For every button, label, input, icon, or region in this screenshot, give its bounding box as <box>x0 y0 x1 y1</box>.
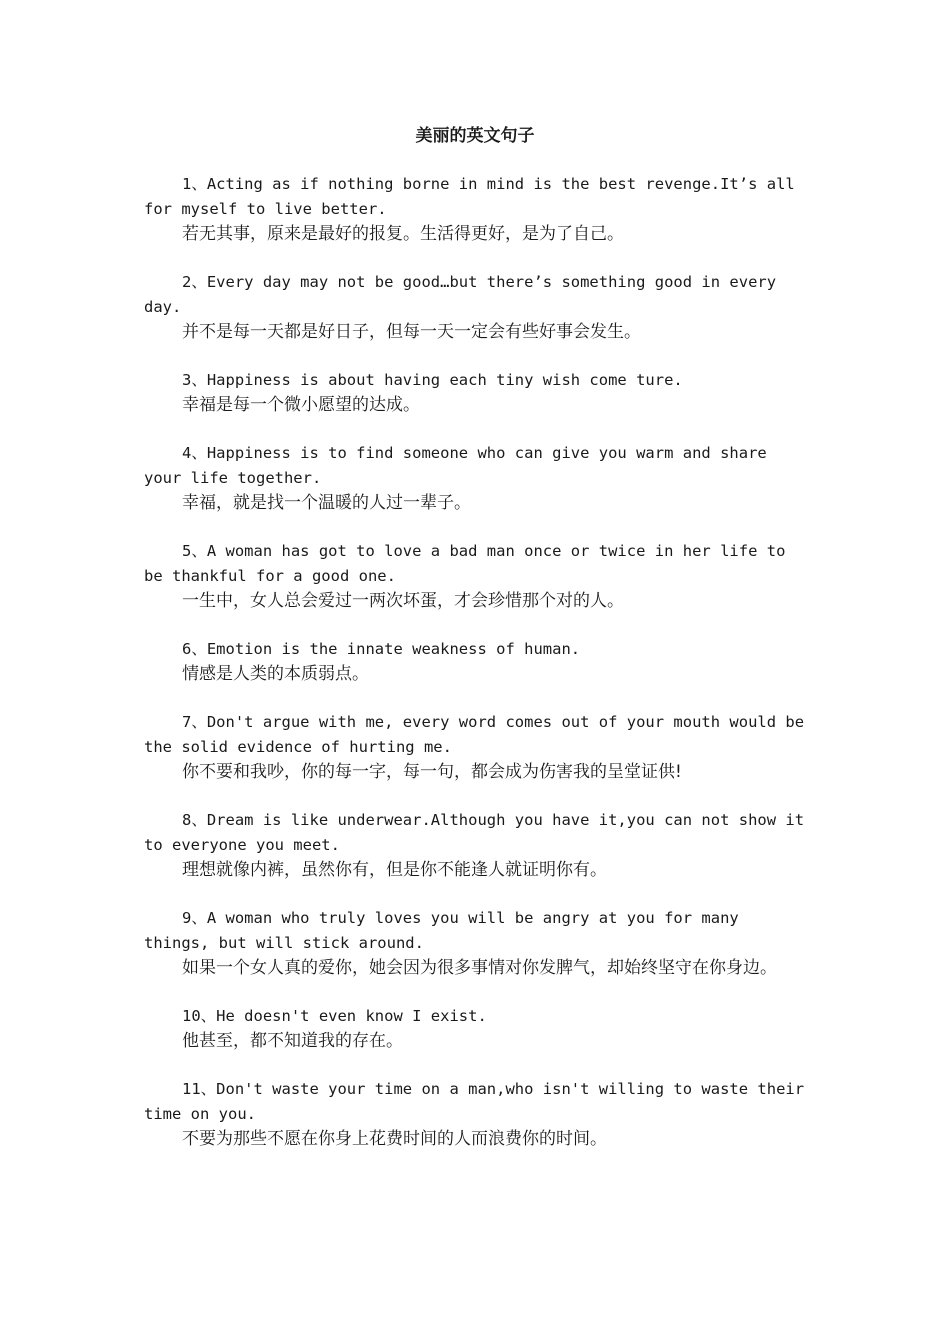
chinese-translation: 你不要和我吵，你的每一字，每一句，都会成为伤害我的呈堂证供! <box>182 762 682 782</box>
chinese-translation: 幸福是每一个微小愿望的达成。 <box>182 395 420 415</box>
page-title: 美丽的英文句子 <box>415 126 535 146</box>
english-sentence: 9、A woman who truly loves you will be angry at you for many things, but will stick around. <box>144 909 739 952</box>
sentence-item-3 <box>144 368 810 418</box>
english-sentence: 1、Acting as if nothing borne in mind is the best revenge.It’s all for myself to live better. <box>144 175 795 218</box>
english-sentence: 10、He doesn't even know I exist. <box>182 1007 487 1025</box>
chinese-translation: 理想就像内裤，虽然你有，但是你不能逢人就证明你有。 <box>182 860 607 880</box>
chinese-translation: 如果一个女人真的爱你，她会因为很多事情对你发脾气，却始终坚守在你身边。 <box>182 958 777 978</box>
sentence-item-7 <box>144 710 810 785</box>
english-sentence: 4、Happiness is to find someone who can give you warm and share your life together. <box>144 444 767 487</box>
english-sentence: 5、A woman has got to love a bad man once or twice in her life to be thankful for a good one. <box>144 542 786 585</box>
sentence-item-2 <box>144 270 810 345</box>
english-sentence: 8、Dream is like underwear.Although you have it,you can not show it to everyone you meet. <box>144 811 805 854</box>
chinese-translation: 幸福，就是找一个温暖的人过一辈子。 <box>182 493 471 513</box>
sentence-item-6 <box>144 637 810 687</box>
chinese-translation: 他甚至，都不知道我的存在。 <box>182 1031 403 1051</box>
english-sentence: 7、Don't argue with me, every word comes out of your mouth would be the solid evidence of hurting me. <box>144 713 805 756</box>
english-sentence: 2、Every day may not be good…but there’s something good in every day. <box>144 273 777 316</box>
chinese-translation: 并不是每一天都是好日子，但每一天一定会有些好事会发生。 <box>182 322 641 342</box>
sentence-item-1 <box>144 172 810 247</box>
english-sentence: 3、Happiness is about having each tiny wish come ture. <box>182 371 683 389</box>
chinese-translation: 一生中，女人总会爱过一两次坏蛋，才会珍惜那个对的人。 <box>182 591 624 611</box>
chinese-translation: 若无其事，原来是最好的报复。生活得更好，是为了自己。 <box>182 224 624 244</box>
sentence-item-9 <box>144 906 810 981</box>
english-sentence: 6、Emotion is the innate weakness of human. <box>182 640 581 658</box>
sentence-list <box>144 172 810 1175</box>
chinese-translation: 不要为那些不愿在你身上花费时间的人而浪费你的时间。 <box>182 1129 607 1149</box>
sentence-item-4 <box>144 441 810 516</box>
sentence-item-8 <box>144 808 810 883</box>
sentence-item-11 <box>144 1077 810 1152</box>
sentence-item-10 <box>144 1004 810 1054</box>
english-sentence: 11、Don't waste your time on a man,who isn't willing to waste their time on you. <box>144 1080 805 1123</box>
sentence-item-5 <box>144 539 810 614</box>
chinese-translation: 情感是人类的本质弱点。 <box>182 664 369 684</box>
